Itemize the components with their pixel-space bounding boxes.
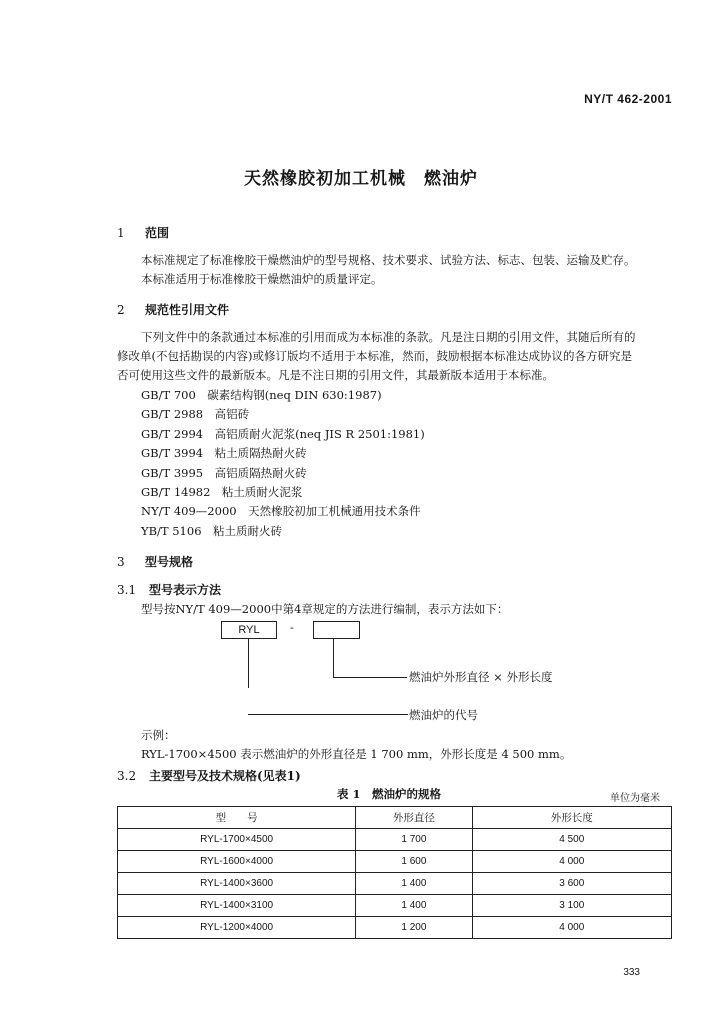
model-code-box: RYL	[221, 621, 277, 639]
connector-line	[333, 677, 407, 678]
column-header-diameter: 外形直径	[356, 807, 472, 829]
example-text: RYL-1700×4500 表示燃油炉的外形直径是 1 700 mm，外形长度是 4 500 mm。	[141, 747, 572, 761]
section-title: 规范性引用文件	[145, 303, 230, 317]
subsection-title: 型号表示方法	[149, 583, 222, 597]
section-title: 范围	[145, 226, 170, 240]
intro-line: 否可使用这些文件的最新版本。凡是不注日期的引用文件，其最新版本适用于本标准。	[117, 368, 554, 382]
section-1-body	[117, 251, 677, 289]
reference-item: GB/T 3994 粘土质隔热耐火砖	[141, 446, 307, 461]
table-row	[118, 895, 672, 917]
size-box	[313, 621, 360, 639]
section-2-heading	[117, 301, 229, 318]
cell-model: RYL-1400×3100	[118, 895, 356, 917]
subsection-number: 3.1	[117, 583, 137, 597]
cell-model: RYL-1600×4000	[118, 851, 356, 873]
cell-length: 3 600	[472, 873, 671, 895]
section-number: 3	[117, 555, 125, 569]
reference-list	[141, 386, 425, 541]
reference-item: GB/T 2994 高铝质耐火泥浆(neq JIS R 2501:1981)	[141, 426, 425, 441]
cell-diameter: 1 400	[356, 873, 472, 895]
document-title: 天然橡胶初加工机械 燃油炉	[244, 169, 478, 189]
connector-line	[248, 638, 249, 688]
spec-table	[117, 806, 672, 939]
reference-item: GB/T 700 碳素结构钢(neq DIN 630:1987)	[141, 388, 382, 402]
table-caption: 表 1 燃油炉的规格	[337, 787, 442, 801]
reference-item: GB/T 2988 高铝砖	[141, 407, 250, 422]
page-number: 333	[623, 967, 640, 978]
cell-length: 4 000	[472, 851, 671, 873]
paragraph: 本标准适用于标准橡胶干燥燃油炉的质量评定。	[141, 272, 383, 286]
connector-line	[248, 714, 408, 715]
section-3-heading	[117, 553, 193, 570]
cell-model: RYL-1200×4000	[118, 917, 356, 939]
section-2-intro	[117, 328, 677, 385]
intro-line: 修改单(不包括勘误的内容)或修订版均不适用于本标准，然而，鼓励根据本标准达成协议的各方研究是	[117, 349, 632, 363]
section-1-heading	[117, 224, 169, 241]
section-number: 1	[117, 226, 125, 240]
intro-line: 下列文件中的条款通过本标准的引用而成为本标准的条款。凡是注日期的引用文件，其随后所有的	[141, 330, 636, 344]
reference-item: YB/T 5106 粘土质耐火砖	[141, 523, 283, 538]
code-label: 燃油炉的代号	[409, 708, 478, 722]
table-unit: 单位为毫米	[610, 793, 660, 804]
connector-line	[333, 638, 334, 678]
subsection-3-1-heading	[117, 581, 221, 598]
diagram-dash: -	[290, 621, 294, 634]
cell-length: 4 500	[472, 829, 671, 851]
column-header-length: 外形长度	[472, 807, 671, 829]
model-format-text: 型号按NY/T 409—2000中第4章规定的方法进行编制，表示方法如下：	[141, 602, 509, 616]
reference-item: GB/T 14982 粘土质耐火泥浆	[141, 484, 303, 499]
table-header-row	[118, 807, 672, 829]
cell-model: RYL-1700×4500	[118, 829, 356, 851]
table-row	[118, 873, 672, 895]
cell-length: 3 100	[472, 895, 671, 917]
section-title: 型号规格	[145, 555, 194, 569]
reference-item: GB/T 3995 高铝质隔热耐火砖	[141, 465, 307, 480]
cell-diameter: 1 600	[356, 851, 472, 873]
subsection-number: 3.2	[117, 769, 137, 783]
subsection-3-2-heading	[117, 767, 301, 784]
table-row	[118, 851, 672, 873]
paragraph: 本标准规定了标准橡胶干燥燃油炉的型号规格、技术要求、试验方法、标志、包装、运输及贮存。	[141, 253, 636, 267]
reference-item: NY/T 409—2000 天然橡胶初加工机械通用技术条件	[141, 504, 421, 519]
column-header-model: 型 号	[118, 807, 356, 829]
cell-length: 4 000	[472, 917, 671, 939]
table-row	[118, 917, 672, 939]
subsection-title: 主要型号及技术规格(见表1)	[149, 769, 301, 783]
standard-code: NY/T 462-2001	[584, 92, 672, 106]
cell-diameter: 1 700	[356, 829, 472, 851]
example-label: 示例：	[141, 728, 176, 742]
table-row	[118, 829, 672, 851]
size-label: 燃油炉外形直径 × 外形长度	[409, 670, 553, 684]
cell-model: RYL-1400×3600	[118, 873, 356, 895]
cell-diameter: 1 200	[356, 917, 472, 939]
cell-diameter: 1 400	[356, 895, 472, 917]
section-number: 2	[117, 303, 125, 317]
